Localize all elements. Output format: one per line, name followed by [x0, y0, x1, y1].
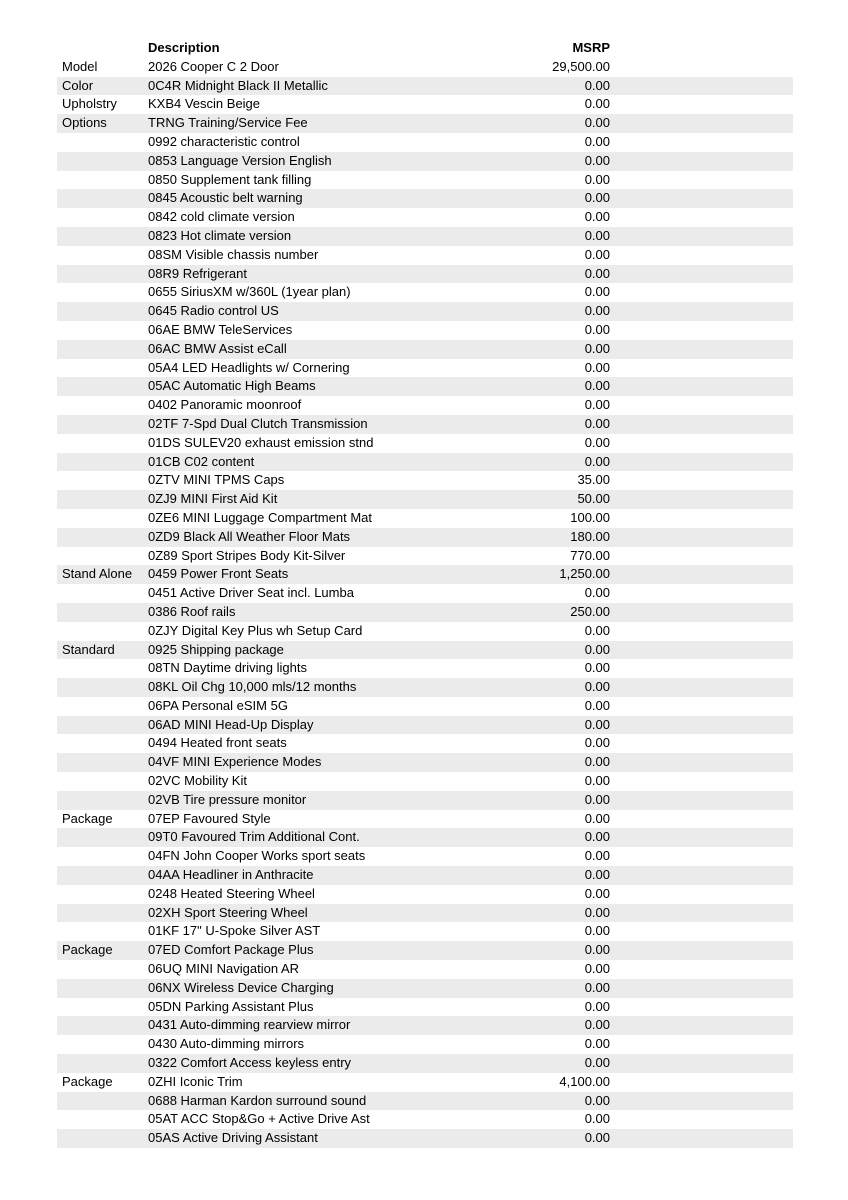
- header-pad: [610, 39, 793, 58]
- row-description: 04AA Headliner in Anthracite: [148, 866, 430, 885]
- row-spacer: [610, 866, 793, 885]
- row-description: 0402 Panoramic moonroof: [148, 397, 302, 413]
- table-row: [57, 641, 793, 660]
- table-row: [57, 1035, 793, 1054]
- row-msrp: 0.00: [584, 998, 610, 1014]
- row-description: 0688 Harman Kardon surround sound: [148, 1092, 430, 1111]
- row-category: [57, 340, 148, 359]
- row-msrp: 0.00: [584, 660, 610, 676]
- row-description: 0451 Active Driver Seat incl. Lumba: [148, 585, 354, 601]
- row-spacer: [610, 1129, 793, 1148]
- row-category: [57, 547, 148, 566]
- row-description: 0ZJY Digital Key Plus wh Setup Card: [148, 622, 363, 638]
- row-category: [57, 377, 148, 396]
- row-msrp: 0.00: [584, 622, 610, 638]
- row-description: 0925 Shipping package: [148, 641, 430, 660]
- row-msrp: 0.00: [430, 1129, 610, 1148]
- row-msrp: 0.00: [430, 1016, 610, 1035]
- table-row: [57, 941, 793, 960]
- row-msrp: 0.00: [430, 753, 610, 772]
- table-row: [57, 753, 793, 772]
- row-msrp: 0.00: [430, 716, 610, 735]
- row-msrp: 0.00: [584, 321, 610, 337]
- table-row: [57, 584, 793, 603]
- row-msrp: 0.00: [430, 1054, 610, 1073]
- row-category: [57, 396, 148, 415]
- table-row: [57, 697, 793, 716]
- header-category-blank: [57, 39, 148, 58]
- row-msrp: 0.00: [430, 152, 610, 171]
- row-description: 08KL Oil Chg 10,000 mls/12 months: [148, 678, 430, 697]
- table-row: [57, 171, 793, 190]
- row-description: 0459 Power Front Seats: [148, 565, 430, 584]
- row-description: 0842 cold climate version: [148, 209, 295, 225]
- table-row: [57, 415, 793, 434]
- row-msrp: 0.00: [584, 810, 610, 826]
- row-msrp: 29,500.00: [552, 58, 610, 74]
- row-spacer: [610, 246, 793, 265]
- row-msrp: 250.00: [430, 603, 610, 622]
- row-category: [57, 678, 148, 697]
- row-description: 04VF MINI Experience Modes: [148, 753, 430, 772]
- header-description: Description: [148, 40, 220, 55]
- row-category: [57, 584, 148, 603]
- table-row: [57, 396, 793, 415]
- table-row: [57, 359, 793, 378]
- row-description: 04FN John Cooper Works sport seats: [148, 848, 366, 864]
- row-category: Upholstry: [62, 96, 117, 112]
- row-category: [57, 1110, 148, 1129]
- row-category: [57, 246, 148, 265]
- row-description: 0ZHI Iconic Trim: [148, 1073, 243, 1089]
- row-category: [57, 960, 148, 979]
- table-row: [57, 509, 793, 528]
- row-spacer: [610, 979, 793, 998]
- table-row: [57, 114, 793, 133]
- row-msrp: 0.00: [584, 133, 610, 149]
- table-row: [57, 659, 793, 678]
- table-row: [57, 227, 793, 246]
- row-category: [57, 434, 148, 453]
- row-description: 05AC Automatic High Beams: [148, 377, 430, 396]
- row-description: 06UQ MINI Navigation AR: [148, 961, 300, 977]
- table-row: [57, 208, 793, 227]
- table-row: [57, 453, 793, 472]
- row-msrp: 0.00: [584, 434, 610, 450]
- row-description: 01CB C02 content: [148, 453, 430, 472]
- row-msrp: 0.00: [430, 641, 610, 660]
- row-category: [57, 415, 148, 434]
- row-category: [57, 453, 148, 472]
- row-category: [57, 152, 148, 171]
- row-description: 01DS SULEV20 exhaust emission stnd: [148, 434, 374, 450]
- row-category: [57, 847, 148, 866]
- row-spacer: [610, 584, 793, 603]
- row-msrp: 0.00: [584, 697, 610, 713]
- table-row: [57, 847, 793, 866]
- table-row: [57, 828, 793, 847]
- row-msrp: 0.00: [584, 848, 610, 864]
- row-msrp: 0.00: [430, 77, 610, 96]
- row-spacer: [610, 302, 793, 321]
- row-description: 01KF 17" U-Spoke Silver AST: [148, 923, 321, 939]
- row-spacer: [610, 659, 793, 678]
- table-row: [57, 377, 793, 396]
- row-spacer: [610, 283, 793, 302]
- row-description: 06AE BMW TeleServices: [148, 321, 293, 337]
- row-spacer: [610, 1073, 793, 1092]
- row-spacer: [610, 1054, 793, 1073]
- row-msrp: 0.00: [430, 340, 610, 359]
- row-msrp: 4,100.00: [559, 1073, 610, 1089]
- row-category: [57, 265, 148, 284]
- row-spacer: [610, 641, 793, 660]
- row-category: [57, 302, 148, 321]
- row-msrp: 0.00: [584, 735, 610, 751]
- row-msrp: 0.00: [430, 678, 610, 697]
- row-description: 0823 Hot climate version: [148, 227, 430, 246]
- row-category: [57, 716, 148, 735]
- row-description: 0ZJ9 MINI First Aid Kit: [148, 490, 430, 509]
- table-row: [57, 434, 793, 453]
- row-spacer: [610, 377, 793, 396]
- row-category: [57, 528, 148, 547]
- row-description: 2026 Cooper C 2 Door: [148, 58, 279, 74]
- row-spacer: [610, 810, 793, 829]
- row-spacer: [610, 490, 793, 509]
- row-msrp: 1,250.00: [430, 565, 610, 584]
- table-row: [57, 603, 793, 622]
- row-category: [57, 753, 148, 772]
- row-category: [57, 359, 148, 378]
- table-row: [57, 95, 793, 114]
- row-description: 05AS Active Driving Assistant: [148, 1129, 430, 1148]
- row-category: Model: [62, 58, 98, 74]
- row-category: Package: [62, 810, 113, 826]
- row-msrp: 0.00: [430, 302, 610, 321]
- row-description: 0248 Heated Steering Wheel: [148, 885, 315, 901]
- row-spacer: [610, 359, 793, 378]
- row-category: [57, 828, 148, 847]
- table-row: [57, 734, 793, 753]
- row-spacer: [610, 227, 793, 246]
- row-spacer: [610, 396, 793, 415]
- row-spacer: [610, 133, 793, 152]
- row-description: 0992 characteristic control: [148, 133, 300, 149]
- table-row: [57, 1054, 793, 1073]
- row-description: 06AC BMW Assist eCall: [148, 340, 430, 359]
- row-msrp: 0.00: [584, 359, 610, 375]
- row-msrp: 0.00: [584, 961, 610, 977]
- row-spacer: [610, 208, 793, 227]
- row-spacer: [610, 791, 793, 810]
- row-description: 07ED Comfort Package Plus: [148, 941, 430, 960]
- table-row: [57, 810, 793, 829]
- row-description: 0431 Auto-dimming rearview mirror: [148, 1016, 430, 1035]
- table-row: [57, 866, 793, 885]
- table-row: [57, 547, 793, 566]
- row-category: [57, 1016, 148, 1035]
- row-msrp: 50.00: [430, 490, 610, 509]
- row-category: [57, 208, 148, 227]
- table-row: [57, 772, 793, 791]
- row-description: 0853 Language Version English: [148, 152, 430, 171]
- row-msrp: 0.00: [584, 284, 610, 300]
- row-spacer: [610, 622, 793, 641]
- row-category: Color: [57, 77, 148, 96]
- row-spacer: [610, 678, 793, 697]
- row-description: TRNG Training/Service Fee: [148, 114, 430, 133]
- row-msrp: 0.00: [430, 415, 610, 434]
- row-category: [57, 133, 148, 152]
- row-description: 0C4R Midnight Black II Metallic: [148, 77, 430, 96]
- row-spacer: [610, 1110, 793, 1129]
- row-spacer: [610, 58, 793, 77]
- row-msrp: 0.00: [584, 773, 610, 789]
- row-description: 0ZTV MINI TPMS Caps: [148, 472, 285, 488]
- table-row: [57, 1073, 793, 1092]
- row-spacer: [610, 1016, 793, 1035]
- row-msrp: 180.00: [430, 528, 610, 547]
- table-row: [57, 321, 793, 340]
- row-msrp: 0.00: [430, 979, 610, 998]
- row-spacer: [610, 77, 793, 96]
- row-description: 08SM Visible chassis number: [148, 246, 319, 262]
- row-description: 06PA Personal eSIM 5G: [148, 697, 288, 713]
- row-spacer: [610, 847, 793, 866]
- row-description: 06AD MINI Head-Up Display: [148, 716, 430, 735]
- row-msrp: 0.00: [430, 377, 610, 396]
- row-category: [57, 659, 148, 678]
- row-spacer: [610, 528, 793, 547]
- row-description: 02XH Sport Steering Wheel: [148, 904, 430, 923]
- table-row: [57, 1129, 793, 1148]
- table-row: [57, 58, 793, 77]
- table-row: [57, 1092, 793, 1111]
- row-category: [57, 904, 148, 923]
- row-msrp: 0.00: [584, 923, 610, 939]
- row-msrp: 0.00: [584, 171, 610, 187]
- row-spacer: [610, 265, 793, 284]
- row-spacer: [610, 828, 793, 847]
- row-description: 0430 Auto-dimming mirrors: [148, 1036, 305, 1052]
- row-msrp: 35.00: [577, 472, 610, 488]
- row-description: 0ZE6 MINI Luggage Compartment Mat: [148, 509, 372, 525]
- row-category: Package: [57, 941, 148, 960]
- row-spacer: [610, 453, 793, 472]
- row-spacer: [610, 734, 793, 753]
- row-category: [57, 1054, 148, 1073]
- row-spacer: [610, 95, 793, 114]
- row-category: [57, 1092, 148, 1111]
- table-row: [57, 979, 793, 998]
- header-msrp: MSRP: [572, 40, 610, 55]
- table-row: [57, 565, 793, 584]
- row-description: 0645 Radio control US: [148, 302, 430, 321]
- row-msrp: 0.00: [584, 885, 610, 901]
- row-spacer: [610, 471, 793, 490]
- table-body: [57, 58, 793, 1148]
- row-category: [57, 866, 148, 885]
- row-description: 08TN Daytime driving lights: [148, 660, 307, 676]
- row-msrp: 0.00: [430, 904, 610, 923]
- row-spacer: [610, 114, 793, 133]
- table-row: [57, 528, 793, 547]
- row-description: 0386 Roof rails: [148, 603, 430, 622]
- table-row: [57, 960, 793, 979]
- row-category: [57, 321, 148, 340]
- row-spacer: [610, 152, 793, 171]
- table-row: [57, 152, 793, 171]
- row-category: Stand Alone: [57, 565, 148, 584]
- row-description: 05A4 LED Headlights w/ Cornering: [148, 359, 350, 375]
- row-description: 0845 Acoustic belt warning: [148, 189, 430, 208]
- row-category: [57, 885, 148, 904]
- row-description: 08R9 Refrigerant: [148, 265, 430, 284]
- row-category: [57, 227, 148, 246]
- row-description: 0850 Supplement tank filling: [148, 171, 312, 187]
- row-spacer: [610, 340, 793, 359]
- row-msrp: 0.00: [584, 209, 610, 225]
- row-description: 0655 SiriusXM w/360L (1year plan): [148, 284, 351, 300]
- row-category: [57, 1035, 148, 1054]
- table-row: [57, 189, 793, 208]
- table-row: [57, 133, 793, 152]
- row-category: [57, 283, 148, 302]
- row-spacer: [610, 415, 793, 434]
- table-row: [57, 622, 793, 641]
- table-row: [57, 716, 793, 735]
- row-spacer: [610, 716, 793, 735]
- row-description: 02VC Mobility Kit: [148, 773, 247, 789]
- row-msrp: 0.00: [430, 791, 610, 810]
- row-category: [57, 697, 148, 716]
- row-msrp: 0.00: [430, 227, 610, 246]
- row-msrp: 0.00: [584, 96, 610, 112]
- row-msrp: 0.00: [430, 828, 610, 847]
- table-row: [57, 340, 793, 359]
- row-description: 05AT ACC Stop&Go + Active Drive Ast: [148, 1111, 370, 1127]
- row-spacer: [610, 697, 793, 716]
- table-row: [57, 302, 793, 321]
- table-header-row: [57, 39, 793, 58]
- table-row: [57, 1110, 793, 1129]
- row-description: 0ZD9 Black All Weather Floor Mats: [148, 528, 430, 547]
- row-category: [57, 998, 148, 1017]
- row-msrp: 0.00: [430, 941, 610, 960]
- row-description: 0494 Heated front seats: [148, 735, 287, 751]
- row-description: 07EP Favoured Style: [148, 810, 271, 826]
- row-category: [57, 509, 148, 528]
- row-spacer: [610, 941, 793, 960]
- row-msrp: 0.00: [584, 585, 610, 601]
- row-description: 05DN Parking Assistant Plus: [148, 998, 314, 1014]
- row-msrp: 0.00: [430, 114, 610, 133]
- row-category: Standard: [57, 641, 148, 660]
- row-category: [57, 171, 148, 190]
- row-spacer: [610, 885, 793, 904]
- table-row: [57, 904, 793, 923]
- row-spacer: [610, 1092, 793, 1111]
- row-category: [57, 490, 148, 509]
- table-row: [57, 678, 793, 697]
- row-spacer: [610, 922, 793, 941]
- row-msrp: 0.00: [584, 1036, 610, 1052]
- row-spacer: [610, 321, 793, 340]
- row-spacer: [610, 434, 793, 453]
- row-category: [57, 791, 148, 810]
- row-msrp: 100.00: [570, 509, 610, 525]
- row-msrp: 0.00: [584, 246, 610, 262]
- row-description: 09T0 Favoured Trim Additional Cont.: [148, 828, 430, 847]
- row-spacer: [610, 189, 793, 208]
- row-msrp: 0.00: [430, 866, 610, 885]
- row-description: 0Z89 Sport Stripes Body Kit-Silver: [148, 547, 346, 563]
- row-spacer: [610, 509, 793, 528]
- row-spacer: [610, 1035, 793, 1054]
- table-row: [57, 246, 793, 265]
- table-row: [57, 77, 793, 96]
- row-spacer: [610, 603, 793, 622]
- row-msrp: 0.00: [584, 1111, 610, 1127]
- row-category: [57, 471, 148, 490]
- table-row: [57, 265, 793, 284]
- row-category: [57, 189, 148, 208]
- row-msrp: 0.00: [430, 1092, 610, 1111]
- table-row: [57, 998, 793, 1017]
- row-description: KXB4 Vescin Beige: [148, 96, 261, 112]
- row-description: 0322 Comfort Access keyless entry: [148, 1054, 430, 1073]
- row-spacer: [610, 753, 793, 772]
- row-spacer: [610, 547, 793, 566]
- row-description: 06NX Wireless Device Charging: [148, 979, 430, 998]
- table-row: [57, 471, 793, 490]
- row-spacer: [610, 904, 793, 923]
- row-msrp: 0.00: [430, 453, 610, 472]
- row-description: 02TF 7-Spd Dual Clutch Transmission: [148, 415, 430, 434]
- row-msrp: 0.00: [430, 189, 610, 208]
- row-spacer: [610, 998, 793, 1017]
- row-description: 02VB Tire pressure monitor: [148, 791, 430, 810]
- row-category: [57, 603, 148, 622]
- row-category: [57, 1129, 148, 1148]
- vehicle-pricing-table: [57, 39, 793, 1148]
- table-row: [57, 490, 793, 509]
- row-category: [57, 922, 148, 941]
- row-spacer: [610, 772, 793, 791]
- row-category: [57, 772, 148, 791]
- table-row: [57, 791, 793, 810]
- table-row: [57, 922, 793, 941]
- row-msrp: 770.00: [570, 547, 610, 563]
- table-row: [57, 885, 793, 904]
- row-msrp: 0.00: [584, 397, 610, 413]
- table-row: [57, 283, 793, 302]
- row-category: [57, 979, 148, 998]
- row-spacer: [610, 960, 793, 979]
- row-category: [57, 734, 148, 753]
- row-category: [57, 622, 148, 641]
- row-spacer: [610, 565, 793, 584]
- row-spacer: [610, 171, 793, 190]
- row-category: Options: [57, 114, 148, 133]
- row-msrp: 0.00: [430, 265, 610, 284]
- pricing-table-container: [57, 39, 793, 1148]
- row-category: Package: [62, 1073, 113, 1089]
- table-row: [57, 1016, 793, 1035]
